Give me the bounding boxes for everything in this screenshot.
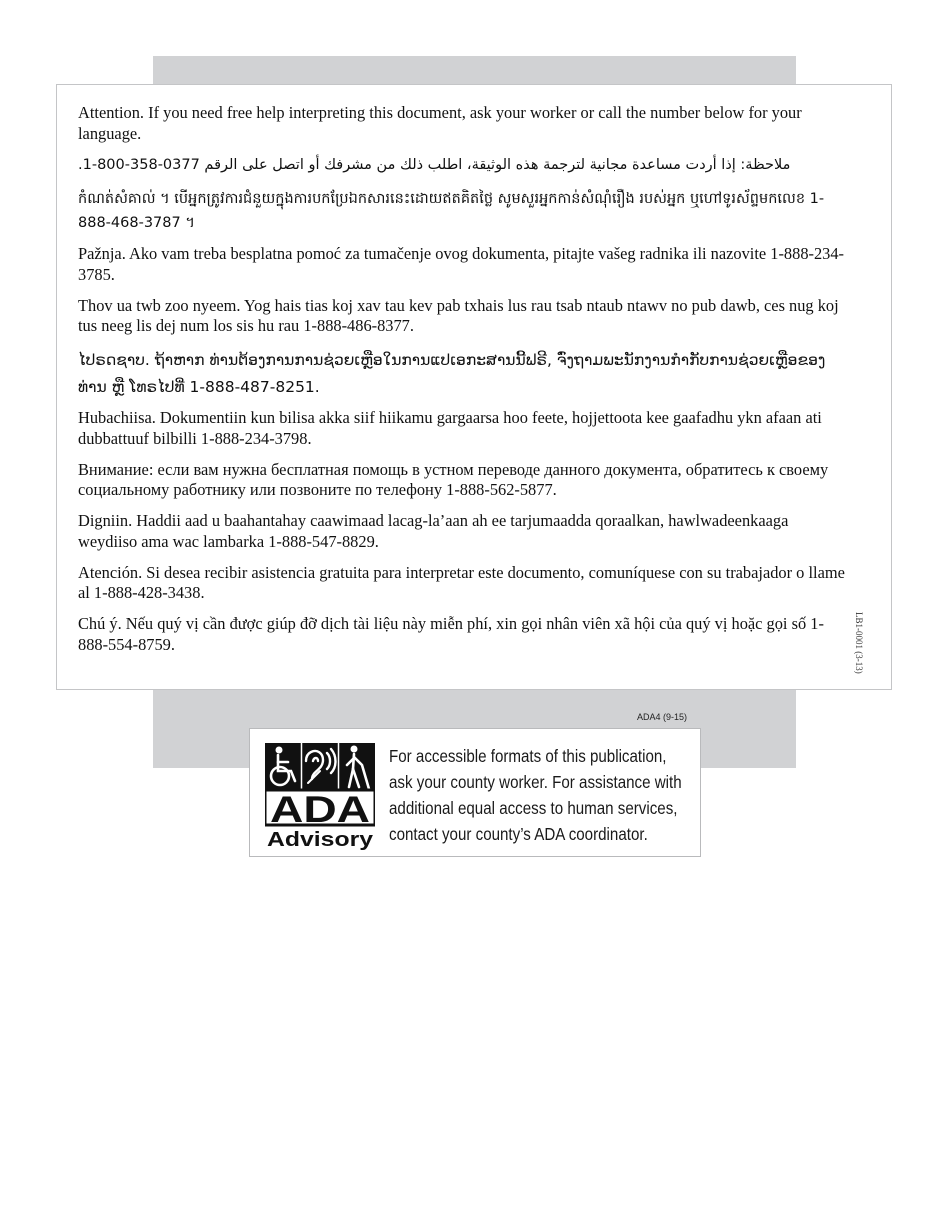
ada-logo-subword: Advisory <box>267 829 375 851</box>
notice-khmer: កំណត់សំគាល់ ។ បើអ្នកត្រូវការជំនួយក្នុងការបកប្រែឯកសារនេះដោយឥតគិតថ្លៃ សូមសួរអ្នកកាន់សំណុំរឿង របស់អ្នក ឬហៅទូរស័ព្ទមកលេខ 1-888-468-3787 ។ <box>78 191 825 231</box>
notice-lao: ໄປຣດຊາບ. ຖ້າຫາກ ທ່ານຕ້ອງການການຊ່ວຍເຫຼືອໃນການແປເອກະສານນີ້ຟຣີ, ຈົ່ງຖາມພະນັກງານກໍາກັບການຊ່ວຍເຫຼືອຂອງທ່ານ ຫຼື ໂທຣໄປທີ່ 1-888-487-8251. <box>78 351 826 396</box>
notice-arabic: ملاحظة: إذا أردت مساعدة مجانية لترجمة هذه الوثيقة، اطلب ذلك من مشرفك أو اتصل على الرقم 0377-358-800-1. <box>78 156 791 173</box>
ada-logo-word: ADA <box>270 789 370 830</box>
ada-text-line: For accessible formats of this publication, <box>389 746 667 766</box>
language-notice-box <box>56 84 892 690</box>
ada-text-line: contact your county’s ADA coordinator. <box>389 824 648 844</box>
ada-text-line: ask your county worker. For assistance with <box>389 772 682 792</box>
notice-english: Attention. If you need free help interpreting this document, ask your worker or call the number below for your language. <box>78 103 802 143</box>
notice-russian: Внимание: если вам нужна бесплатная помощь в устном переводе данного документа, обратитесь к своему социальному работнику или позвоните по телефону 1-888-562-5877. <box>78 459 829 499</box>
ada-advisory-box <box>249 728 701 857</box>
notice-oromo: Hubachiisa. Dokumentiin kun bilisa akka siif hiikamu gargaarsa hoo feete, hojjettoota kee gaafadhu ykn afaan ati dubbattuuf bilbilli 1-888-234-3798. <box>78 408 822 448</box>
notice-somali: Digniin. Haddii aad u baahantahay caawimaad lacag-la’aan ah ee tarjumaadda qoraalkan, hawlwadeenkaaga weydiiso ama wac lambarka 1-888-547-8829. <box>78 511 789 551</box>
ada-advisory-text <box>389 743 682 847</box>
ada-code-label: ADA4 (9-15) <box>637 712 688 722</box>
notice-list <box>78 103 850 666</box>
ada-logo <box>265 743 375 851</box>
notice-spanish: Atención. Si desea recibir asistencia gratuita para interpretar este documento, comuníquese con su trabajador o llame al 1-888-428-3438. <box>78 562 845 602</box>
form-code-label: LB1-0001 (3-13) <box>854 612 864 674</box>
notice-bosnian: Pažnja. Ako vam treba besplatna pomoć za tumačenje ovog dokumenta, pitajte vašeg radnika ili nazovite 1-888-234-3785. <box>78 244 845 284</box>
notice-hmong: Thov ua twb zoo nyeem. Yog hais tias koj xav tau kev pab txhais lus rau tsab ntaub ntawv no pub dawb, ces nug koj tus neeg lis dej num los sis hu rau 1-888-486-8377. <box>78 295 839 335</box>
notice-vietnamese: Chú ý. Nếu quý vị cần được giúp đỡ dịch tài liệu này miễn phí, xin gọi nhân viên xã hội của quý vị hoặc gọi số 1-888-554-8759. <box>78 614 824 654</box>
ada-text-line: additional equal access to human services, <box>389 798 678 818</box>
